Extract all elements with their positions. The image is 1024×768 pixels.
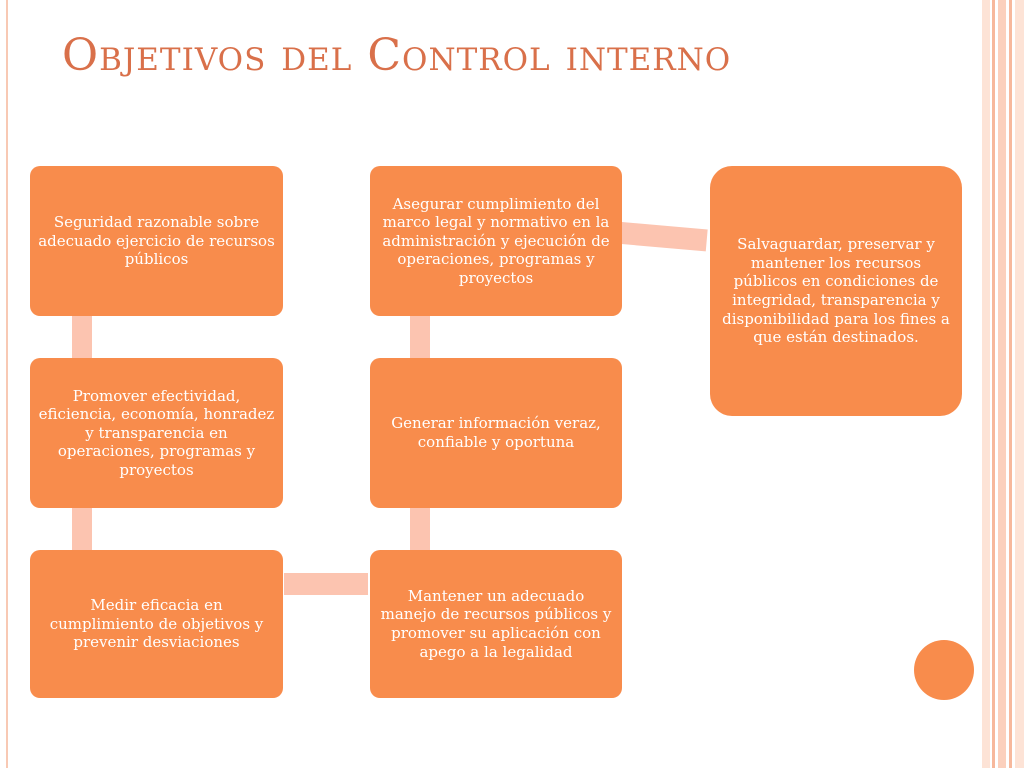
left-border-line <box>6 0 8 768</box>
objective-box-mantener: Mantener un adecuado manejo de recursos públicos y promover su aplicación con apego a la legalidad <box>370 550 622 698</box>
connector-asegurar-salvaguardar <box>620 222 708 251</box>
objective-box-generar: Generar información veraz, confiable y oportuna <box>370 358 622 508</box>
objective-box-asegurar: Asegurar cumplimiento del marco legal y normativo en la administración y ejecución de operaciones, programas y proyectos <box>370 166 622 316</box>
objective-box-salvaguardar: Salvaguardar, preservar y mantener los recursos públicos en condiciones de integridad, transparencia y disponibilidad para los fines a que están destinados. <box>710 166 962 416</box>
slide-title: Objetivos del Control interno <box>62 30 732 81</box>
connector-generar-asegurar <box>410 316 430 358</box>
objective-box-promover: Promover efectividad, eficiencia, economía, honradez y transparencia en operaciones, programas y proyectos <box>30 358 283 508</box>
objective-box-medir: Medir eficacia en cumplimiento de objetivos y prevenir desviaciones <box>30 550 283 698</box>
decorative-stripes <box>982 0 1024 768</box>
connector-promover-medir <box>72 508 92 550</box>
decorative-circle <box>914 640 974 700</box>
connector-seguridad-promover <box>72 316 92 358</box>
connector-mantener-generar <box>410 508 430 550</box>
connector-medir-mantener <box>284 573 368 595</box>
objective-box-seguridad: Seguridad razonable sobre adecuado ejercicio de recursos públicos <box>30 166 283 316</box>
